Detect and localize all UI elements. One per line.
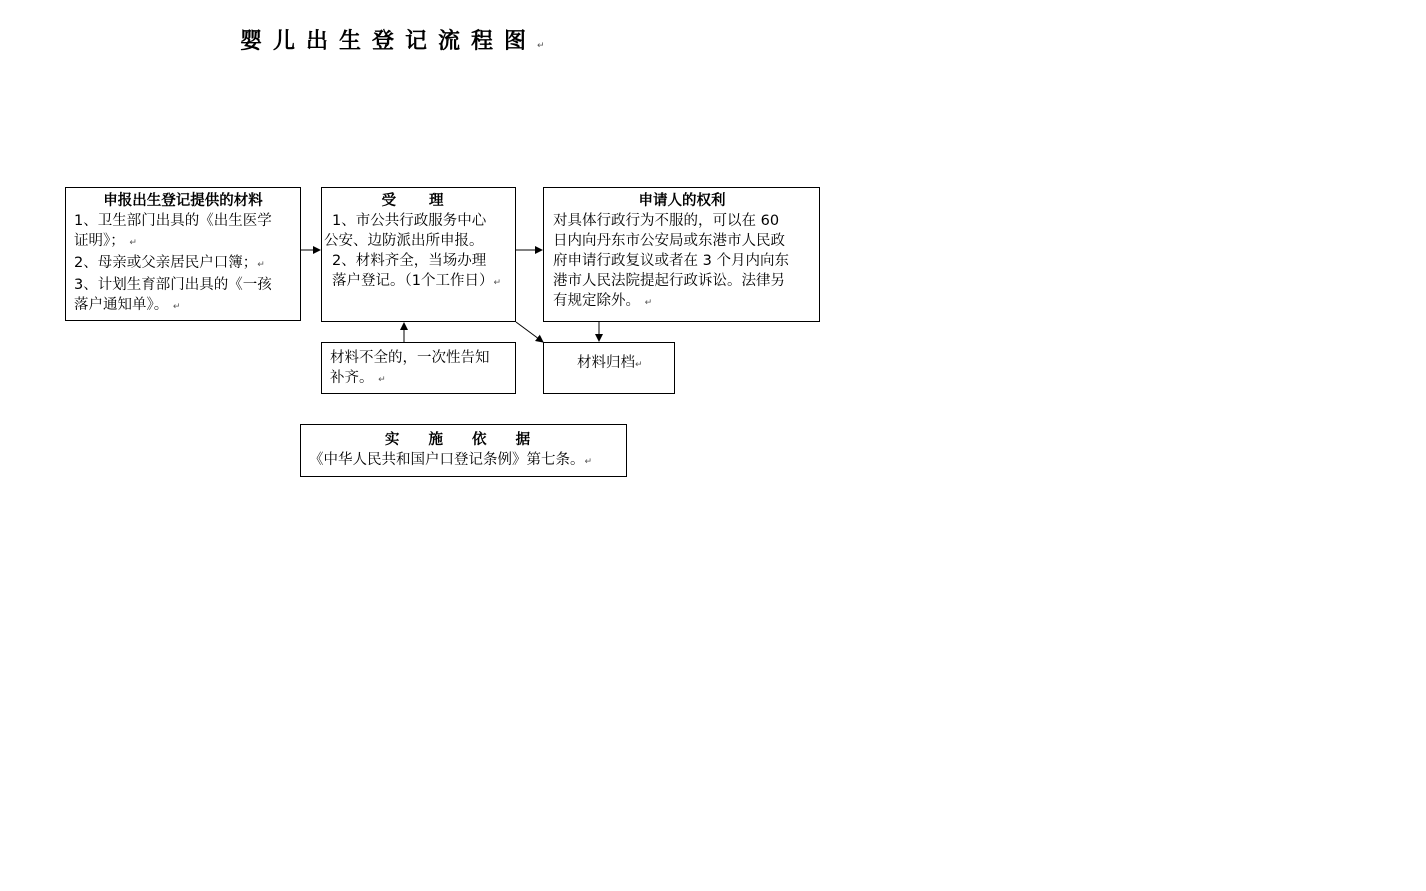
materials-line: 3、计划生育部门出具的《一孩 [74, 277, 272, 293]
materials-line: 1、卫生部门出具的《出生医学 [74, 213, 272, 229]
accept-line: 公安、边防派出所申报。 [324, 233, 484, 249]
accept-heading: 受 理 [381, 193, 458, 209]
arrow-accept-to-archive [516, 322, 543, 342]
accept-line: 1、市公共行政服务中心 [332, 213, 487, 229]
basis-text: 《中华人民共和国户口登记条例》第七条。↵ [309, 452, 593, 468]
accept-line: 2、材料齐全，当场办理 [332, 253, 487, 269]
materials-heading: 申报出生登记提供的材料 [103, 193, 263, 209]
incomplete-line: 材料不全的，一次性告知 [330, 350, 490, 366]
materials-line: 落户通知单》。 ↵ [74, 297, 181, 313]
incomplete-line: 补齐。 ↵ [330, 370, 386, 386]
archive-box: 材料归档↵ [543, 342, 675, 394]
paragraph-mark: ↵ [537, 41, 545, 51]
basis-heading: 实 施 依 据 [384, 432, 543, 448]
materials-line: 证明》； ↵ [74, 233, 137, 249]
rights-line: 港市人民法院提起行政诉讼。法律另 [553, 273, 785, 289]
rights-line: 有规定除外。 ↵ [553, 293, 653, 309]
page-title: 婴儿出生登记流程图↵ [240, 29, 545, 54]
rights-line: 日内向丹东市公安局或东港市人民政 [553, 233, 785, 249]
archive-label: 材料归档 [577, 355, 635, 371]
rights-line: 对具体行政行为不服的，可以在 60 [553, 213, 780, 229]
rights-heading: 申请人的权利 [638, 193, 726, 209]
rights-line: 府申请行政复议或者在 3 个月内向东 [553, 253, 789, 269]
materials-line: 2、母亲或父亲居民户口簿；↵ [74, 255, 265, 271]
accept-line: 落户登记。（1个工作日）↵ [332, 273, 502, 289]
